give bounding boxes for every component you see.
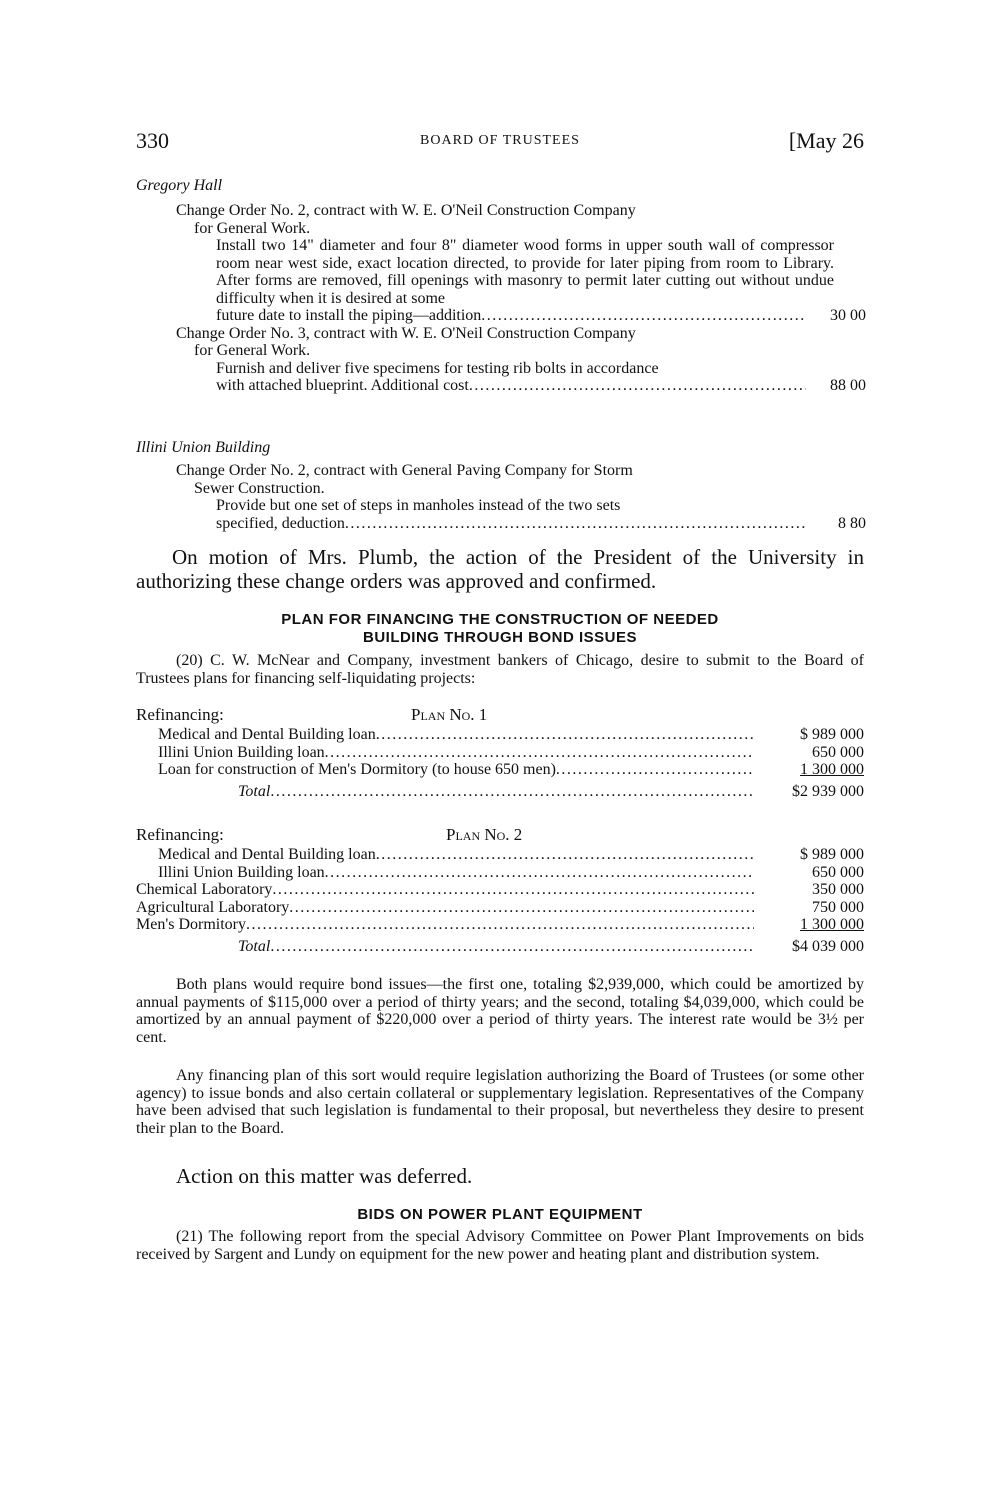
plan-2-total-amount: $4 039 000 xyxy=(792,937,864,955)
row-label: Illini Union Building loan xyxy=(158,863,325,881)
bids-heading: BIDS ON POWER PLANT EQUIPMENT xyxy=(357,1206,643,1223)
plan-2-total-label: Total xyxy=(238,937,271,955)
both-plans-paragraph xyxy=(136,976,864,1046)
plan-financing-heading xyxy=(136,611,864,647)
plan-heading-line1: PLAN FOR FINANCING THE CONSTRUCTION OF NEEDED xyxy=(281,611,719,628)
section-illini-union: Illini Union Building xyxy=(136,439,271,456)
plan-heading-line2: BUILDING THROUGH BOND ISSUES xyxy=(362,629,637,646)
running-title: BOARD OF TRUSTEES xyxy=(420,133,580,148)
table-row xyxy=(136,744,864,762)
table-row xyxy=(136,881,864,899)
row-label: Medical and Dental Building loan xyxy=(158,726,376,743)
row-label: Chemical Laboratory xyxy=(136,881,273,898)
co2-title-cont: for General Work. xyxy=(194,219,311,237)
co2-amount-line xyxy=(176,307,866,325)
item-20-paragraph xyxy=(136,652,864,687)
co2-amount: 30 00 xyxy=(830,307,866,324)
plan-1-total-label: Total xyxy=(238,782,271,800)
dot-leader xyxy=(481,307,806,325)
table-row xyxy=(136,916,864,934)
plan-1-label: Plan No. 1 xyxy=(411,705,488,724)
dot-leader xyxy=(325,864,754,882)
item-21-text: (21) The following report from the special Advisory Committee on Power Plant Improvements on bids received by Sargent and Lundy on equipment for the new power and heating plant and distribution system. xyxy=(136,1228,864,1263)
illini-co-amount-line xyxy=(176,515,866,533)
table-row xyxy=(136,864,864,882)
both-plans-text: Both plans would require bond issues—the first one, totaling $2,939,000, which could be amortized by annual payments of $115,000 over a period of thirty years; and the second, totaling $4,039,000, which could be amortized by an annual payment of $220,000 over a period of thirty years. The interest rate would be 3½ per cent. xyxy=(136,976,864,1046)
table-row xyxy=(136,846,864,864)
plan-1-table xyxy=(136,706,864,800)
illini-co-title: Change Order No. 2, contract with General Paving Company for Storm xyxy=(176,462,633,479)
plan-2-total-row xyxy=(136,938,864,956)
plan-2-label: Plan No. 2 xyxy=(446,825,523,844)
row-amount: 650 000 xyxy=(812,863,864,881)
row-amount: 1 300 000 xyxy=(800,916,864,933)
plan-2-header xyxy=(136,826,864,846)
illini-co-last-line: specified, deduction xyxy=(216,514,345,532)
co3-amount-line xyxy=(176,377,866,395)
plan-1-refinancing-label: Refinancing: xyxy=(136,705,224,724)
item-20-text: (20) C. W. McNear and Company, investment bankers of Chicago, desire to submit to the Board of Trustees plans for financing self-liquidating projects: xyxy=(136,652,864,687)
row-amount: 1 300 000 xyxy=(800,761,864,778)
plan-1-total-row xyxy=(136,783,864,801)
item-21-paragraph xyxy=(136,1228,864,1263)
row-amount: 650 000 xyxy=(812,743,864,761)
illini-co-amount: 8 80 xyxy=(838,514,866,532)
row-amount: 350 000 xyxy=(812,881,864,898)
gregory-change-orders xyxy=(176,202,866,395)
co3-body: Furnish and deliver five specimens for testing rib bolts in accordance xyxy=(216,359,659,377)
illini-co-body: Provide but one set of steps in manholes instead of the two sets xyxy=(216,497,621,514)
dot-leader xyxy=(270,938,754,956)
plan-1-header xyxy=(136,706,864,726)
any-financing-text: Any financing plan of this sort would require legislation authorizing the Board of Trustees (or some other agency) to issue bonds and also certain collateral or supplementary legislation. Representatives of the Company have been advised that such legislation is fundamental to their proposal, but nevertheless they desire to present their plan to the Board. xyxy=(136,1067,864,1137)
row-label: Illini Union Building loan xyxy=(158,743,325,761)
row-label: Men's Dormitory xyxy=(136,916,246,933)
plan-2-table xyxy=(136,826,864,955)
motion-paragraph: On motion of Mrs. Plumb, the action of the President of the University in authorizing these change orders was approved and confirmed. xyxy=(136,545,864,593)
illini-co-title-cont: Sewer Construction. xyxy=(194,479,325,497)
dot-leader xyxy=(270,783,754,801)
section-gregory-hall: Gregory Hall xyxy=(136,177,223,194)
table-row xyxy=(136,899,864,917)
page-number: 330 xyxy=(136,128,169,153)
co2-last-line: future date to install the piping—addition xyxy=(216,307,482,324)
row-label: Loan for construction of Men's Dormitory (to house 650 men) xyxy=(158,761,556,778)
row-label: Agricultural Laboratory xyxy=(136,898,290,916)
row-amount: $ 989 000 xyxy=(800,726,864,743)
dot-leader xyxy=(246,916,754,934)
row-label: Medical and Dental Building loan xyxy=(158,846,376,863)
dot-leader xyxy=(376,726,754,744)
table-row xyxy=(136,726,864,744)
dot-leader xyxy=(345,515,806,533)
co3-last-line: with attached blueprint. Additional cost xyxy=(216,377,469,394)
dot-leader xyxy=(376,846,754,864)
row-amount: 750 000 xyxy=(812,898,864,916)
page-date: [May 26 xyxy=(788,128,864,153)
dot-leader xyxy=(272,881,754,899)
deferred-paragraph: Action on this matter was deferred. xyxy=(176,1164,473,1188)
plan-2-refinancing-label: Refinancing: xyxy=(136,825,224,844)
dot-leader xyxy=(556,761,754,779)
dot-leader xyxy=(469,377,806,395)
illini-change-order xyxy=(176,462,866,532)
row-amount: $ 989 000 xyxy=(800,846,864,863)
any-financing-paragraph xyxy=(136,1067,864,1137)
co2-title: Change Order No. 2, contract with W. E. O'Neil Construction Company xyxy=(176,202,636,219)
co3-amount: 88 00 xyxy=(830,377,866,394)
dot-leader xyxy=(325,744,754,762)
co2-body: Install two 14" diameter and four 8" diameter wood forms in upper south wall of compressor room near west side, exact location directed, to provide for later piping from room to Library. After forms are removed, fill openings with masonry to permit later cutting out without undue difficulty when it is desired at some xyxy=(216,237,834,307)
co3-title: Change Order No. 3, contract with W. E. O'Neil Construction Company xyxy=(176,324,636,342)
plan-1-total-amount: $2 939 000 xyxy=(792,782,864,800)
table-row xyxy=(136,761,864,779)
co3-title-cont: for General Work. xyxy=(194,342,311,359)
page-header xyxy=(136,128,864,158)
dot-leader xyxy=(289,899,754,917)
